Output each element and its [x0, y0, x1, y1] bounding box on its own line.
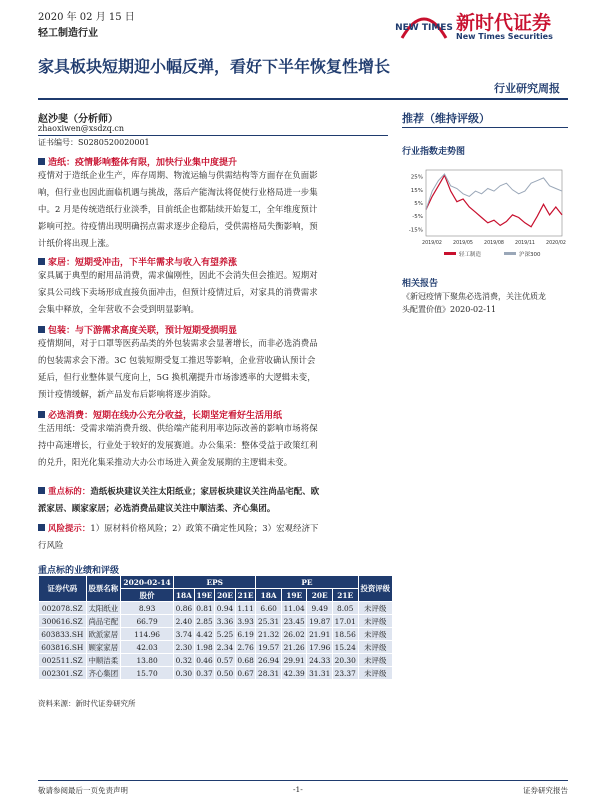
table-cell: 3.36 [215, 615, 236, 628]
performance-table [38, 575, 393, 680]
table-cell: 2.40 [174, 615, 195, 628]
table-cell: 23.37 [332, 667, 358, 680]
table-cell: 19.57 [256, 641, 282, 654]
table-cell: 未评级 [358, 628, 393, 641]
table-cell: 17.01 [332, 615, 358, 628]
table-cell: 0.57 [215, 654, 236, 667]
author-email: zhaoxiwen@xsdzq.cn [38, 124, 125, 133]
bullet-square-icon [38, 258, 45, 265]
trend-chart-title: 行业指数走势图 [402, 147, 466, 157]
legend-label: 轻工制造 [459, 252, 482, 258]
table-cell: 0.86 [174, 602, 195, 615]
table-cell: 0.30 [174, 667, 195, 680]
table-cell: 3.93 [235, 615, 256, 628]
table-row [39, 628, 393, 641]
table-cell: 0.37 [194, 667, 215, 680]
author-cert: 证书编号：S0280520020001 [38, 138, 150, 147]
table-cell: 2.85 [194, 615, 215, 628]
table-cell: 002078.SZ [39, 602, 87, 615]
table-title: 重点标的业绩和评级 [38, 566, 120, 576]
footer-divider [38, 780, 568, 781]
industry-label: 轻工制造行业 [38, 28, 98, 39]
author-name: 赵沙斐（分析师） [38, 114, 118, 125]
y-tick-label: -15% [408, 227, 423, 234]
table-row [39, 602, 393, 615]
table-cell: 尚品宅配 [86, 615, 120, 628]
table-cell: 21.91 [307, 628, 333, 641]
footer-label: 证券研究报告 [523, 786, 568, 795]
table-cell: 15.70 [121, 667, 174, 680]
table-source: 资料来源：新时代证券研究所 [38, 699, 136, 708]
bullet-square-icon [38, 326, 45, 333]
section-title-staples: 必选消费：短期在线办公充分收益，长期坚定看好生活用纸 [38, 408, 282, 421]
y-tick-label: -5% [412, 214, 423, 221]
related-report-item[interactable]: 《新冠疫情下聚焦必选消费，关注优质龙 头配置价值》2020-02-11 [402, 292, 546, 314]
table-cell: 1.11 [235, 602, 256, 615]
table-cell: 11.04 [281, 602, 307, 615]
report-type: 行业研究周报 [494, 82, 560, 95]
table-row [39, 641, 393, 654]
x-tick-label: 2019/11 [515, 241, 535, 246]
table-cell: 未评级 [358, 615, 393, 628]
related-reports-title: 相关报告 [402, 279, 439, 289]
bullet-square-icon [38, 158, 45, 165]
index-trend-chart [402, 164, 568, 264]
table-cell: 太阳纸业 [86, 602, 120, 615]
x-tick-label: 2020/02 [546, 241, 566, 246]
table-cell: 28.31 [256, 667, 282, 680]
table-cell: 9.49 [307, 602, 333, 615]
section-body-packaging: 疫情期间，对于口罩等医药品类的外包装需求会显著增长，而非必选消费品 的包装需求会下滑。3C 包装短期受复工推迟等影响，企业营收确认预计会 延后，但行业整体景气度向上，5G 换机潮提升市场渗透率的大逻辑未变， 预计疫情缓解，新产品发布后影响将逐步消除。 [38, 338, 318, 399]
col-header-eps: EPS [174, 576, 256, 589]
logo-en-text: New Times Securities [456, 32, 553, 41]
y-tick-label: 15% [410, 187, 423, 194]
col-header-name: 股票名称 [86, 576, 120, 602]
col-header-year: 20E [215, 589, 236, 602]
recommendation: 推荐（维持评级） [402, 112, 490, 125]
table-cell: 未评级 [358, 641, 393, 654]
table-cell: 26.02 [281, 628, 307, 641]
table-cell: 欧派家居 [86, 628, 120, 641]
table-cell: 603833.SH [39, 628, 87, 641]
y-tick-label: 25% [410, 174, 423, 181]
y-tick-label: 5% [414, 201, 423, 207]
table-cell: 0.67 [235, 667, 256, 680]
table-cell: 未评级 [358, 667, 393, 680]
page-title: 家具板块短期迎小幅反弹，看好下半年恢复性增长 [38, 57, 391, 76]
table-row [39, 654, 393, 667]
report-date: 2020 年 02 月 15 日 [38, 12, 135, 23]
x-tick-label: 2019/02 [422, 241, 442, 246]
table-cell: 15.24 [332, 641, 358, 654]
table-cell: 300616.SZ [39, 615, 87, 628]
footer-disclaimer[interactable]: 敬请参阅最后一页免责声明 [38, 786, 128, 795]
col-header-date: 2020-02-14 [121, 576, 174, 589]
table-cell: 21.32 [256, 628, 282, 641]
section-body-staples: 生活用纸：受需求端消费升级、供给端产能利用率边际改善的影响市场将保 持中高速增长，行业处于较好的发展赛道。办公集采：整体受益于政策红利 的兑升，阳光化集采推动大办公市场进入黄金发展期的主逻辑未变。 [38, 423, 318, 467]
series-line-0 [426, 175, 562, 227]
legend-swatch [504, 252, 516, 255]
table-cell: 3.74 [174, 628, 195, 641]
table-cell: 齐心集团 [86, 667, 120, 680]
table-cell: 114.96 [121, 628, 174, 641]
table-cell: 4.42 [194, 628, 215, 641]
col-header-price: 股价 [121, 589, 174, 602]
table-cell: 42.03 [121, 641, 174, 654]
table-cell: 2.30 [174, 641, 195, 654]
table-cell: 顾家家居 [86, 641, 120, 654]
bullet-square-icon [38, 487, 45, 494]
company-logo [395, 6, 568, 46]
table-cell: 42.39 [281, 667, 307, 680]
logo-text: 新时代证券 [456, 12, 552, 34]
col-header-year: 19E [281, 589, 307, 602]
table-cell: 0.32 [174, 654, 195, 667]
x-tick-label: 2019/08 [484, 241, 504, 246]
table-cell: 1.98 [194, 641, 215, 654]
table-cell: 19.87 [307, 615, 333, 628]
table-cell: 8.93 [121, 602, 174, 615]
table-cell: 23.45 [281, 615, 307, 628]
page-number: -1- [293, 785, 303, 794]
col-header-year: 20E [307, 589, 333, 602]
logo-mark-icon [395, 8, 453, 44]
section-title-paper: 造纸：疫情影响整体有限，加快行业集中度提升 [38, 155, 237, 168]
table-cell: 24.33 [307, 654, 333, 667]
col-header-code: 证券代码 [39, 576, 87, 602]
table-cell: 5.25 [215, 628, 236, 641]
focus-stocks: 重点标的：造纸板块建议关注太阳纸业；家居板块建议关注尚品宅配、欧 派家居、顾家家居；必选消费品建议关注中顺洁柔、齐心集团。 [38, 486, 320, 513]
section-body-furniture: 家具属于典型的耐用品消费，需求偏刚性，因此不会消失但会推迟。短期对 家具公司线下卖场形成直接负面冲击，但预计疫情过后，对家具的消费需求 会集中释放，全年营收不会受到明显影响。 [38, 270, 318, 314]
table-cell: 未评级 [358, 654, 393, 667]
section-title-packaging: 包装：与下游需求高度关联，预计短期受损明显 [38, 323, 237, 336]
table-cell: 29.91 [281, 654, 307, 667]
table-cell: 002511.SZ [39, 654, 87, 667]
table-row [39, 615, 393, 628]
table-cell: 13.80 [121, 654, 174, 667]
table-cell: 0.46 [194, 654, 215, 667]
col-header-year: 21E [332, 589, 358, 602]
x-tick-label: 2019/05 [453, 241, 473, 246]
table-cell: 8.05 [332, 602, 358, 615]
bullet-square-icon [38, 411, 45, 418]
col-header-year: 18A [256, 589, 282, 602]
col-header-pe: PE [256, 576, 358, 589]
col-header-rating: 投资评级 [358, 576, 393, 602]
section-title-furniture: 家居：短期受冲击，下半年需求与收入有望养涨 [38, 255, 237, 268]
col-header-year: 21E [235, 589, 256, 602]
table-cell: 中顺洁柔 [86, 654, 120, 667]
bullet-square-icon [38, 524, 45, 531]
table-cell: 21.26 [281, 641, 307, 654]
table-cell: 26.94 [256, 654, 282, 667]
recommendation-divider [402, 127, 568, 128]
table-cell: 17.96 [307, 641, 333, 654]
table-cell: 未评级 [358, 602, 393, 615]
table-cell: 6.60 [256, 602, 282, 615]
table-cell: 002301.SZ [39, 667, 87, 680]
table-cell: 2.76 [235, 641, 256, 654]
table-cell: 0.50 [215, 667, 236, 680]
header-divider [38, 98, 568, 100]
risk-warning: 风险提示：1）原材料价格风险；2）政策不确定性风险；3）宏观经济下 行风险 [38, 523, 319, 550]
table-cell: 603816.SH [39, 641, 87, 654]
legend-label: 沪深300 [519, 252, 541, 258]
table-cell: 20.30 [332, 654, 358, 667]
section-body-paper: 疫情对于造纸企业生产，库存周期、物流运输与供需结构等方面存在负面影 响，但行业也因此面临机遇与挑战，落后产能淘汰将促使行业格局进一步集 中。2 月是传统造纸行业淡季，目前纸企也都陆续开始复工，全年维度预计 影响可控。待疫情出现明确拐点需求逐步企稳后，受供需格局失衡影响，预 计纸价将出现上涨。 [38, 170, 318, 248]
table-cell: 25.31 [256, 615, 282, 628]
col-header-year: 19E [194, 589, 215, 602]
legend-swatch [444, 252, 456, 255]
table-cell: 31.31 [307, 667, 333, 680]
table-row [39, 667, 393, 680]
author-divider [38, 135, 388, 136]
table-cell: 6.19 [235, 628, 256, 641]
table-cell: 0.81 [194, 602, 215, 615]
table-cell: 2.34 [215, 641, 236, 654]
logo-mark-text: NEW TIMES [395, 23, 453, 33]
table-cell: 66.79 [121, 615, 174, 628]
table-cell: 18.56 [332, 628, 358, 641]
table-cell: 0.94 [215, 602, 236, 615]
table-cell: 0.68 [235, 654, 256, 667]
col-header-year: 18A [174, 589, 195, 602]
